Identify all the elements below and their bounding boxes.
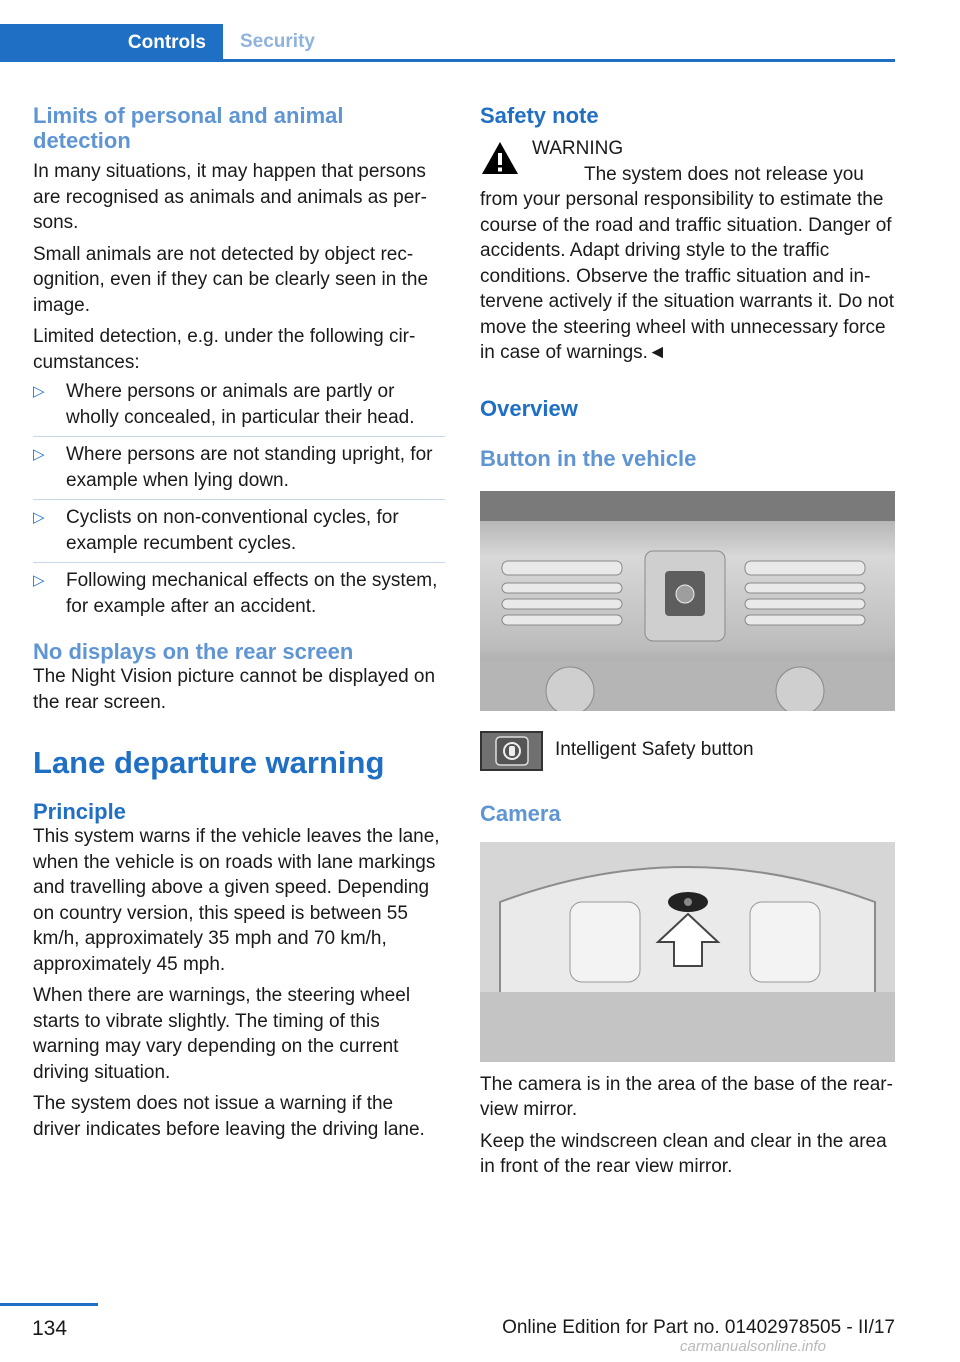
heading-lane-departure: Lane departure warning: [33, 745, 385, 780]
triangle-bullet-icon: ▷: [33, 509, 45, 526]
heading-limits: Limits of personal and animal detection: [33, 103, 344, 153]
camera-photo: [480, 842, 895, 1062]
heading-safety-note: Safety note: [480, 103, 599, 128]
list-item: ▷ Following mechanical effects on the system, for example after an accident.: [33, 570, 438, 617]
warning-triangle-icon: [480, 140, 520, 178]
intelligent-safety-button-icon: [480, 731, 543, 771]
tab-controls[interactable]: Controls: [0, 24, 223, 62]
edition-text: Online Edition for Part no. 01402978505 - II/17: [502, 1317, 895, 1338]
paragraph-limits-2: Small animals are not detected by object recognition, even if they can be clearly seen in the image.: [33, 243, 429, 316]
paragraph-limits-1: In many situations, it may happen that persons are recognised as animals and animals as persons.: [33, 161, 427, 233]
watermark: carmanualsonline.info: [680, 1338, 826, 1355]
triangle-bullet-icon: ▷: [33, 383, 45, 400]
heading-overview: Overview: [480, 395, 578, 421]
paragraph-principle-2: When there are warnings, the steering wheel starts to vibrate slightly. The timing of this warning may vary depending on the current driving situation.: [33, 985, 411, 1083]
paragraph-principle-3: The system does not issue a warning if the driver indicates before leaving the driving lane.: [33, 1093, 425, 1140]
paragraph-principle-1: This system warns if the vehicle leaves the lane, when the vehicle is on roads with lane markings and travelling above a given speed. Depending on country version, this speed is between 55 km/h, approximately 35 mph and 70 km/h, approximately 45 mph.: [33, 826, 440, 975]
header-rule: [0, 59, 895, 62]
tab-security[interactable]: Security: [240, 31, 315, 52]
button-legend: [480, 731, 896, 771]
paragraph-camera-2: Keep the windscreen clean and clear in the area in front of the rear view mirror.: [480, 1130, 887, 1177]
page-number: 134: [32, 1317, 68, 1340]
warning-block: [480, 136, 896, 366]
paragraph-camera-1: The camera is in the area of the base of the rear-view mirror.: [480, 1073, 893, 1120]
list-item: ▷ Cyclists on non-conventional cycles, for example recumbent cycles.: [33, 505, 445, 563]
warning-label: WARNING: [532, 138, 624, 159]
list-item: ▷ Where persons or animals are partly or wholly concealed, in particular their head.: [33, 379, 445, 437]
limits-bullet-list: [33, 379, 445, 625]
right-column: [480, 103, 896, 1180]
list-item: ▷ Where persons are not standing upright, for example when lying down.: [33, 442, 445, 500]
chapter-tabbar: [0, 24, 895, 62]
left-column: [33, 103, 445, 1142]
warning-text: The system does not release you from your personal responsibility to estimate the course of the road and traffic situation. Danger of accidents. Adapt driving style to the traffic conditions. Observe the traffic situation and intervene actively if the situation warrants it. Do not move the steering wheel with unnecessary force in case of warnings.◄: [480, 163, 894, 363]
paragraph-rear-screen: The Night Vision picture cannot be displayed on the rear screen.: [33, 666, 436, 713]
footer-rule: [0, 1303, 98, 1306]
dashboard-button-photo: [480, 491, 895, 711]
triangle-bullet-icon: ▷: [33, 446, 45, 463]
triangle-bullet-icon: ▷: [33, 572, 45, 589]
paragraph-limits-3: Limited detection, e.g. under the following circumstances:: [33, 326, 416, 373]
heading-button-in-vehicle: Button in the vehicle: [480, 445, 697, 471]
heading-camera: Camera: [480, 800, 561, 826]
heading-rear-screen: No displays on the rear screen: [33, 639, 354, 664]
button-caption: Intelligent Safety button: [555, 738, 754, 760]
heading-principle: Principle: [33, 799, 126, 824]
